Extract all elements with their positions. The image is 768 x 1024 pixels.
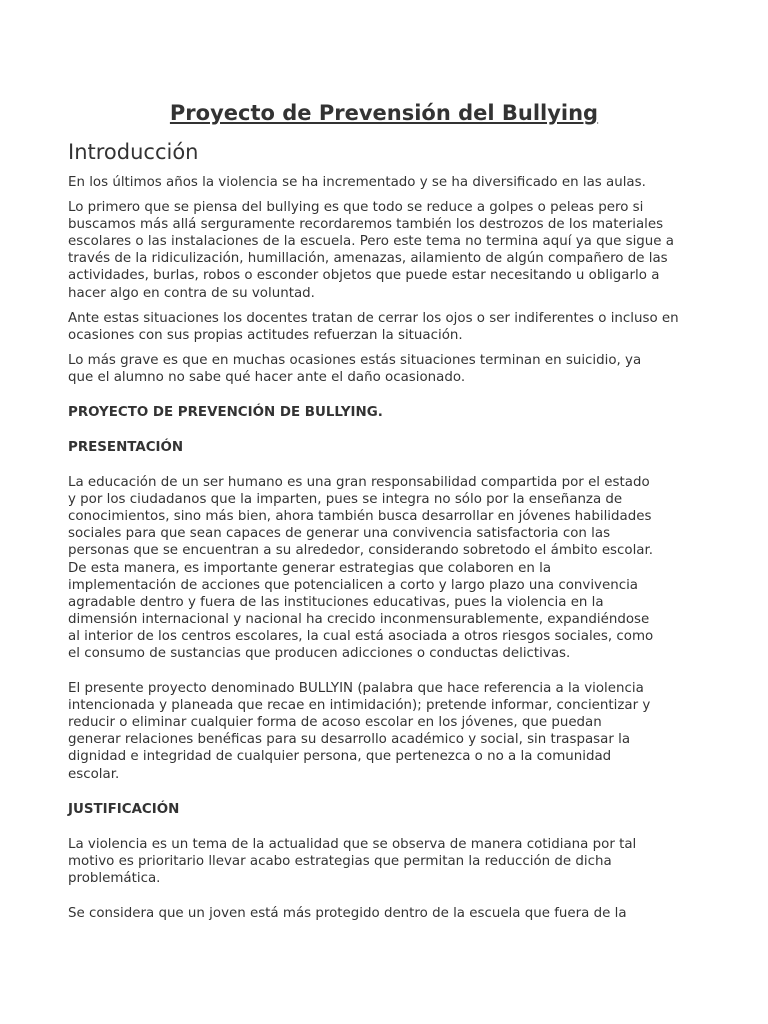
introduction-heading: Introducción (68, 140, 199, 164)
heading-justificacion: JUSTIFICACIÓN (68, 801, 180, 817)
paragraph-intro-2: Lo primero que se piensa del bullying es que todo se reduce a golpes o peleas pero si buscamos más allá serguramente recordaremos también los destrozos de los materiales escolares o las instalaciones de la escuela. Pero este tema no termina aquí ya que sigue a través de la ridiculización, humillación, amenazas, ailamiento de algún compañero de las actividades, burlas, robos o esconder objetos que puede estar necesitando u obligarlo a hacer algo en contra de su voluntad. (68, 200, 674, 301)
document-title: Proyecto de Prevensión del Bullying (169, 101, 599, 125)
paragraph-justificacion-2: Se considera que un joven está más protegido dentro de la escuela que fuera de la (68, 905, 627, 921)
paragraph-intro-1: En los últimos años la violencia se ha incrementado y se ha diversificado en las aulas. (68, 175, 646, 190)
paragraph-intro-3: Ante estas situaciones los docentes tratan de cerrar los ojos o ser indiferentes o incluso en ocasiones con sus propias actitudes refuerzan la situación. (68, 310, 679, 343)
paragraph-presentacion-2: El presente proyecto denominado BULLYIN (palabra que hace referencia a la violencia intencionada y planeada que recae en intimidación); pretende informar, concientizar y reducir o eliminar cualquier forma de acoso escolar en los jóvenes, que puedan generar relaciones benéficas para su desarrollo académico y social, sin traspasar la dignidad e integridad de cualquier persona, que pertenezca o no a la comunidad escolar. (68, 681, 651, 782)
paragraph-intro-4: Lo más grave es que en muchas ocasiones estás situaciones terminan en suicidio, ya que el alumno no sabe qué hacer ante el daño ocasionado. (68, 352, 642, 385)
paragraph-presentacion-1: La educación de un ser humano es una gran responsabilidad compartida por el estado y por los ciudadanos que la imparten, pues se integra no sólo por la enseñanza de conocimientos, sino más bien, ahora también busca desarrollar en jóvenes habilidades sociales para que sean capaces de generar una convivencia satisfactoria con las personas que se encuentran a su alrededor, considerando sobretodo el ámbito escolar. De esta manera, es importante generar estrategias que colaboren en la implementación de acciones que potencialicen a corto y largo plazo una convivencia agradable dentro y fuera de las instituciones educativas, pues la violencia en la dimensión internacional y nacional ha crecido inconmensurablemente, expandiéndose al interior de los centros escolares, la cual está asociada a otros riesgos sociales, como el consumo de sustancias que producen adicciones o conductas delictivas. (68, 475, 654, 661)
heading-proyecto: PROYECTO DE PREVENCIÓN DE BULLYING. (68, 405, 383, 421)
heading-presentacion: PRESENTACIÓN (68, 440, 184, 456)
paragraph-justificacion-1: La violencia es un tema de la actualidad que se observa de manera cotidiana por tal motivo es prioritario llevar acabo estrategias que permitan la reducción de dicha problemática. (68, 836, 637, 886)
